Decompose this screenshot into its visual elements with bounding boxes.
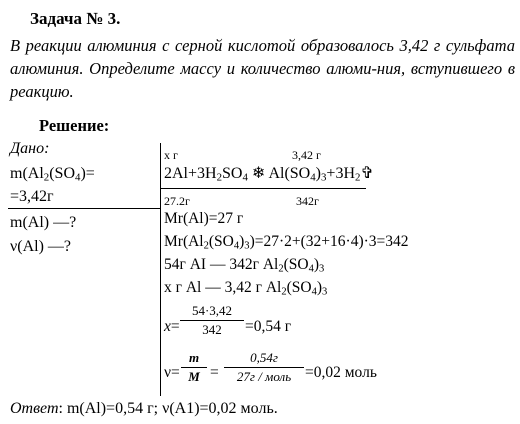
- v-denominator-1: M: [188, 369, 200, 384]
- given-mass-value: =3,42г: [10, 188, 54, 205]
- reaction-underline: [160, 188, 366, 189]
- reaction-top-right: 3,42 г: [292, 148, 321, 162]
- reaction-bottom-right: 342г: [296, 194, 319, 208]
- v-denominator-2: 27г / моль: [236, 369, 292, 384]
- given-divider: [8, 208, 160, 209]
- v-numerator-2: 0,54г: [250, 350, 278, 365]
- reaction-equation: $2Al+3H_2SO_4$ ❄ $Al(SO_4)_3+3H_2✞$: [164, 165, 374, 184]
- v-result: =0,02 моль: [305, 364, 377, 381]
- problem-title: Задача № 3.: [30, 9, 121, 28]
- step-mr-salt: $Mr(Al_2(SO_4)_3)=27\cdot 2+(32+16\cdot 4)\cdot 3=342$: [164, 233, 409, 252]
- given-label: Дано:: [10, 140, 50, 157]
- v-equals: =: [210, 364, 219, 381]
- fraction-bar: [224, 367, 304, 368]
- problem-condition: В реакции алюминия с серной кислотой образовалось 3,42 г сульфата алюминия. Определите массу и количество алюми-ния, вступившего в реакцию.: [10, 36, 515, 101]
- given-vertical-divider: [160, 143, 161, 396]
- cross-icon: ✞: [360, 165, 374, 182]
- find-mass-al: m(Al) —?: [10, 214, 77, 231]
- fraction-bar: [181, 367, 207, 368]
- x-formula: x=: [164, 318, 180, 335]
- fraction-bar: [180, 320, 244, 321]
- reaction-top-left: х г: [164, 148, 178, 162]
- find-amount-al: ν(Al) —?: [10, 238, 71, 255]
- reaction-bottom-left: 27.2г: [164, 194, 190, 208]
- step-proportion-2: х г Al — 3,42 г $Al_2(SO_4)_3$: [164, 279, 328, 298]
- x-denominator: 342: [202, 322, 222, 337]
- x-fraction: [180, 303, 244, 338]
- solution-heading: Решение:: [39, 116, 110, 135]
- v-formula: ν=: [164, 364, 180, 381]
- answer-line: Ответ: m(Al)=0,54 г; ν(A1)=0,02 моль.: [10, 400, 278, 417]
- x-numerator: 54·3,42: [191, 303, 233, 318]
- snowflake-icon: ❄: [251, 165, 266, 182]
- given-mass-salt: $m(Al_2(SO_4)=$: [10, 165, 95, 184]
- v-numerator-1: m: [188, 350, 200, 365]
- step-mr-al: Mr(Al)=27 г: [164, 210, 244, 227]
- x-result: =0,54 г: [245, 318, 292, 335]
- step-proportion-1: 54г AI — 342г $Al_2(SO_4)_3$: [164, 256, 325, 275]
- v-fraction-2: [224, 350, 304, 385]
- v-fraction-1: [181, 350, 207, 385]
